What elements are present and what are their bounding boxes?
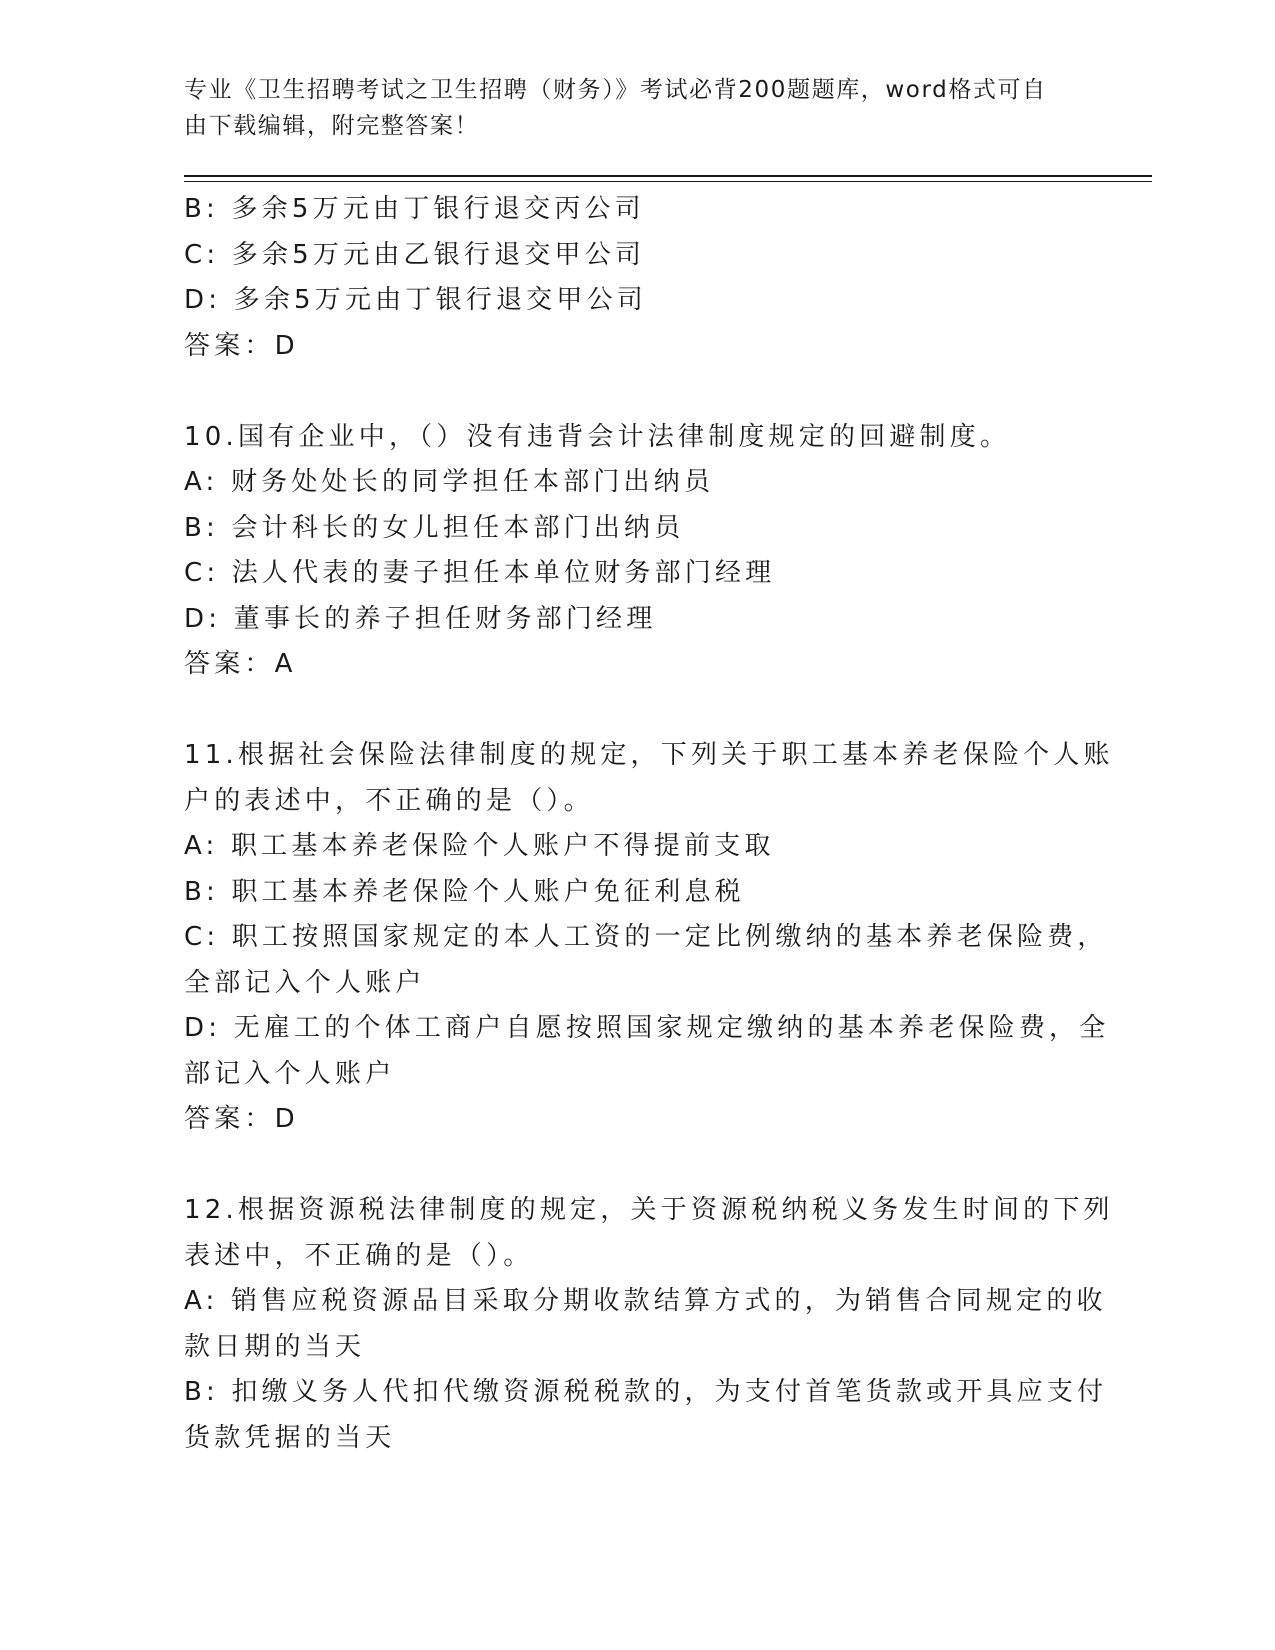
- question-list: [184, 187, 1114, 1461]
- option-line: B: 职工基本养老保险个人账户免征利息税: [184, 876, 745, 907]
- option-line: C: 法人代表的妻子担任本单位财务部门经理: [184, 558, 776, 588]
- option-line: 全部记入个人账户: [184, 967, 426, 998]
- option-line: D: 多余5万元由丁银行退交甲公司: [184, 285, 647, 315]
- question-stem: 11.根据社会保险法律制度的规定，下列关于职工基本养老保险个人账: [184, 740, 1114, 770]
- question-block-9: [184, 187, 1084, 369]
- question-block-10: [184, 415, 1084, 688]
- block-spacer: [184, 688, 1084, 734]
- option-line: C: 职工按照国家规定的本人工资的一定比例缴纳的基本养老保险费，: [184, 922, 1108, 952]
- answer-line: 答案：D: [184, 330, 299, 361]
- header-line-2: 由下载编辑，附完整答案！: [184, 113, 480, 139]
- question-block-12: [184, 1188, 1114, 1461]
- document-header: [184, 72, 1064, 144]
- option-line: B: 扣缴义务人代扣代缴资源税税款的，为支付首笔货款或开具应支付: [184, 1377, 1108, 1407]
- question-stem: 户的表述中，不正确的是（）。: [184, 785, 594, 816]
- option-line: 部记入个人账户: [184, 1058, 396, 1089]
- option-line: 货款凭据的当天: [184, 1422, 396, 1453]
- block-spacer: [184, 369, 1084, 415]
- header-divider-thick: [184, 175, 1152, 177]
- question-stem: 表述中，不正确的是（）。: [184, 1240, 534, 1271]
- question-stem: 12.根据资源税法律制度的规定，关于资源税纳税义务发生时间的下列: [184, 1195, 1114, 1225]
- option-line: D: 无雇工的个体工商户自愿按照国家规定缴纳的基本养老保险费，全: [184, 1013, 1110, 1043]
- option-line: A: 财务处处长的同学担任本部门出纳员: [184, 467, 715, 497]
- option-line: A: 销售应税资源品目采取分期收款结算方式的，为销售合同规定的收: [184, 1286, 1107, 1316]
- header-divider-thin: [184, 181, 1152, 182]
- answer-line: 答案：D: [184, 1104, 299, 1134]
- option-line: B: 会计科长的女儿担任本部门出纳员: [184, 512, 685, 543]
- header-line-1: 专业《卫生招聘考试之卫生招聘（财务）》考试必背200题题库，word格式可自: [184, 77, 1047, 103]
- block-spacer: [184, 1143, 1084, 1189]
- option-line: D: 董事长的养子担任财务部门经理: [184, 603, 657, 634]
- option-line: A: 职工基本养老保险个人账户不得提前支取: [184, 831, 775, 861]
- option-line: C: 多余5万元由乙银行退交甲公司: [184, 239, 646, 270]
- answer-line: 答案：A: [184, 649, 297, 679]
- option-line: B: 多余5万元由丁银行退交丙公司: [184, 194, 645, 224]
- question-stem: 10.国有企业中，（）没有违背会计法律制度规定的回避制度。: [184, 421, 1011, 452]
- question-block-11: [184, 733, 1114, 1143]
- option-line: 款日期的当天: [184, 1331, 366, 1362]
